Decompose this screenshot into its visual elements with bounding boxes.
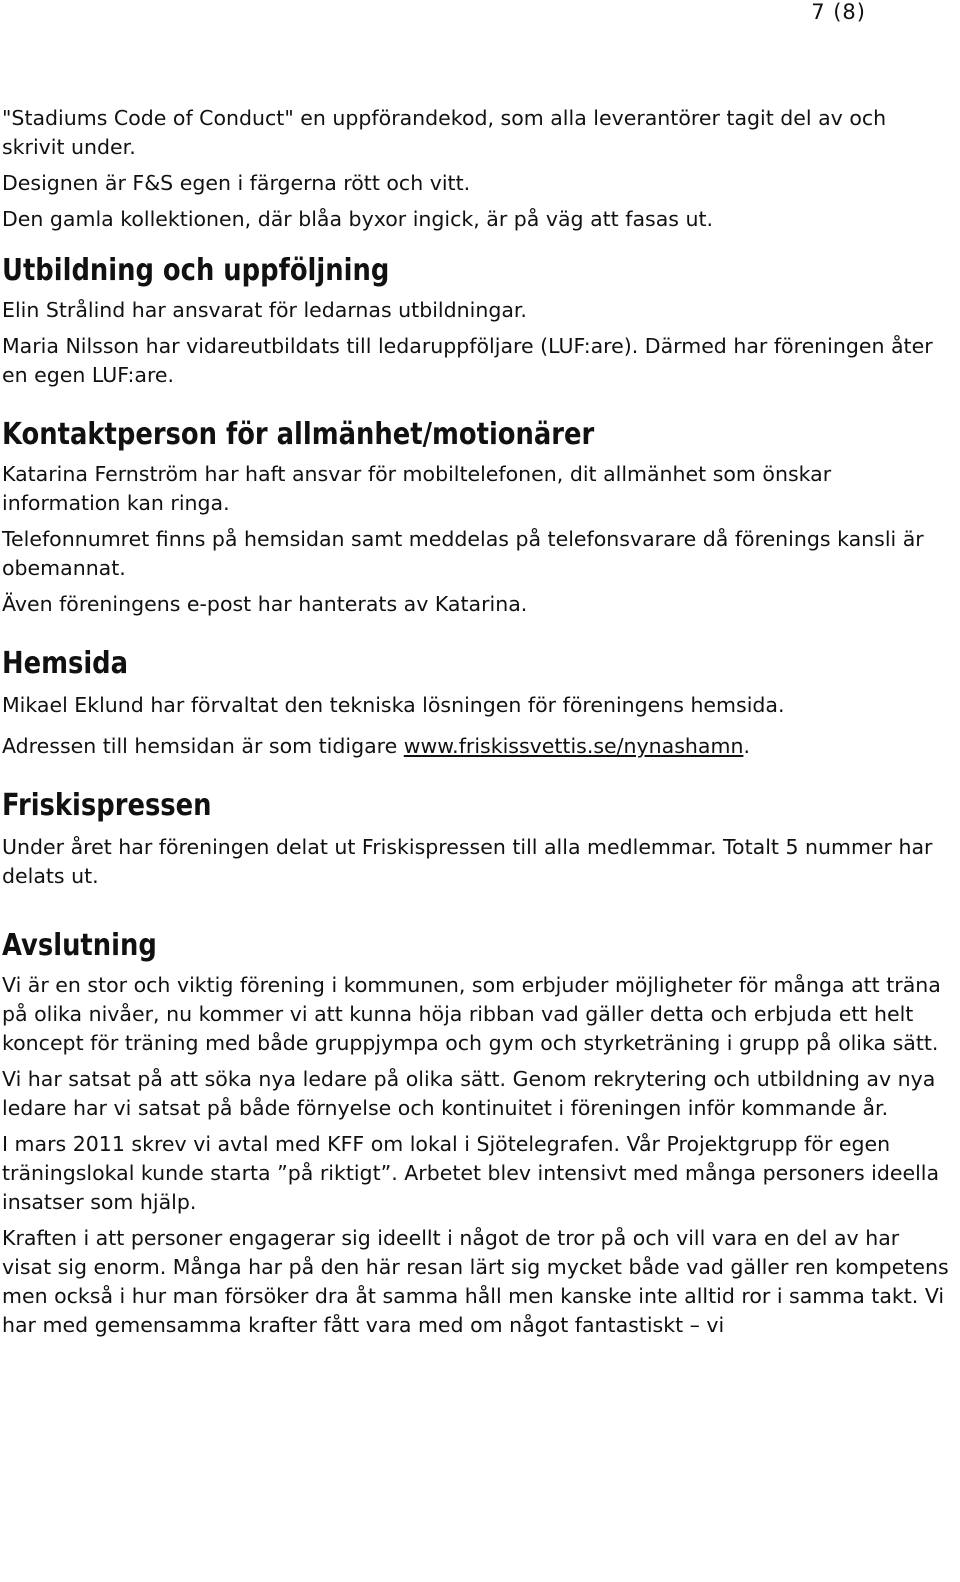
page-number: 7 (8) [811, 0, 866, 24]
avslutning-paragraph: Kraften i att personer engagerar sig ideellt i något de tror på och vill vara en del av har visat sig enorm. Många har på den här resan lärt sig mycket både vad gäller ren kompetens men också i hur man försöker dra åt samma håll men kanske inte alltid ror i samma takt. Vi har med gemensamma krafter fått vara med om något fantastiskt – vi [2, 1226, 949, 1337]
utbildning-paragraph: Elin Strålind har ansvarat för ledarnas utbildningar. [2, 298, 527, 322]
hemsida-address-suffix: . [743, 734, 750, 758]
document-body [2, 104, 954, 1340]
avslutning-paragraph: Vi är en stor och viktig förening i kommunen, som erbjuder möjligheter för många att träna på olika nivåer, nu kommer vi att kunna höja ribban vad gäller detta och erbjuda ett helt koncept för träning med både gruppjympa och gym och styrketräning i grupp på olika sätt. [2, 973, 941, 1055]
hemsida-address-paragraph [2, 732, 954, 761]
hemsida-link[interactable]: www.friskissvettis.se/nynashamn [403, 734, 744, 758]
kontakt-paragraph: Även föreningens e-post har hanterats av Katarina. [2, 592, 528, 616]
utbildning-paragraph: Maria Nilsson har vidareutbildats till ledaruppföljare (LUF:are). Därmed har föreningen åter en egen LUF:are. [2, 334, 933, 387]
heading-avslutning: Avslutning [2, 928, 157, 963]
heading-utbildning: Utbildning och uppföljning [2, 253, 390, 288]
heading-kontakt: Kontaktperson för allmänhet/motionärer [2, 417, 595, 452]
kontakt-paragraph: Katarina Fernström har haft ansvar för mobiltelefonen, dit allmänhet som önskar information kan ringa. [2, 462, 832, 515]
intro-paragraph: "Stadiums Code of Conduct" en uppförandekod, som alla leverantörer tagit del av och skrivit under. [2, 106, 887, 159]
intro-paragraph: Designen är F&S egen i färgerna rött och vitt. [2, 171, 471, 195]
hemsida-address-prefix: Adressen till hemsidan är som tidigare [2, 734, 404, 758]
avslutning-paragraph: I mars 2011 skrev vi avtal med KFF om lokal i Sjötelegrafen. Vår Projektgrupp för egen träningslokal kunde starta ”på riktigt”. Arbetet blev intensivt med många personers ideella insatser som hjälp. [2, 1132, 940, 1214]
friskispressen-paragraph: Under året har föreningen delat ut Friskispressen till alla medlemmar. Totalt 5 nummer har delats ut. [2, 835, 933, 888]
avslutning-paragraph: Vi har satsat på att söka nya ledare på olika sätt. Genom rekrytering och utbildning av nya ledare har vi satsat på både förnyelse och kontinuitet i föreningen inför kommande år. [2, 1067, 936, 1120]
intro-paragraph: Den gamla kollektionen, där blåa byxor ingick, är på väg att fasas ut. [2, 207, 714, 231]
heading-hemsida: Hemsida [2, 646, 129, 681]
kontakt-paragraph: Telefonnumret finns på hemsidan samt meddelas på telefonsvarare då förenings kansli är obemannat. [2, 527, 924, 580]
hemsida-paragraph: Mikael Eklund har förvaltat den tekniska lösningen för föreningens hemsida. [2, 693, 785, 717]
heading-friskispressen: Friskispressen [2, 788, 212, 823]
